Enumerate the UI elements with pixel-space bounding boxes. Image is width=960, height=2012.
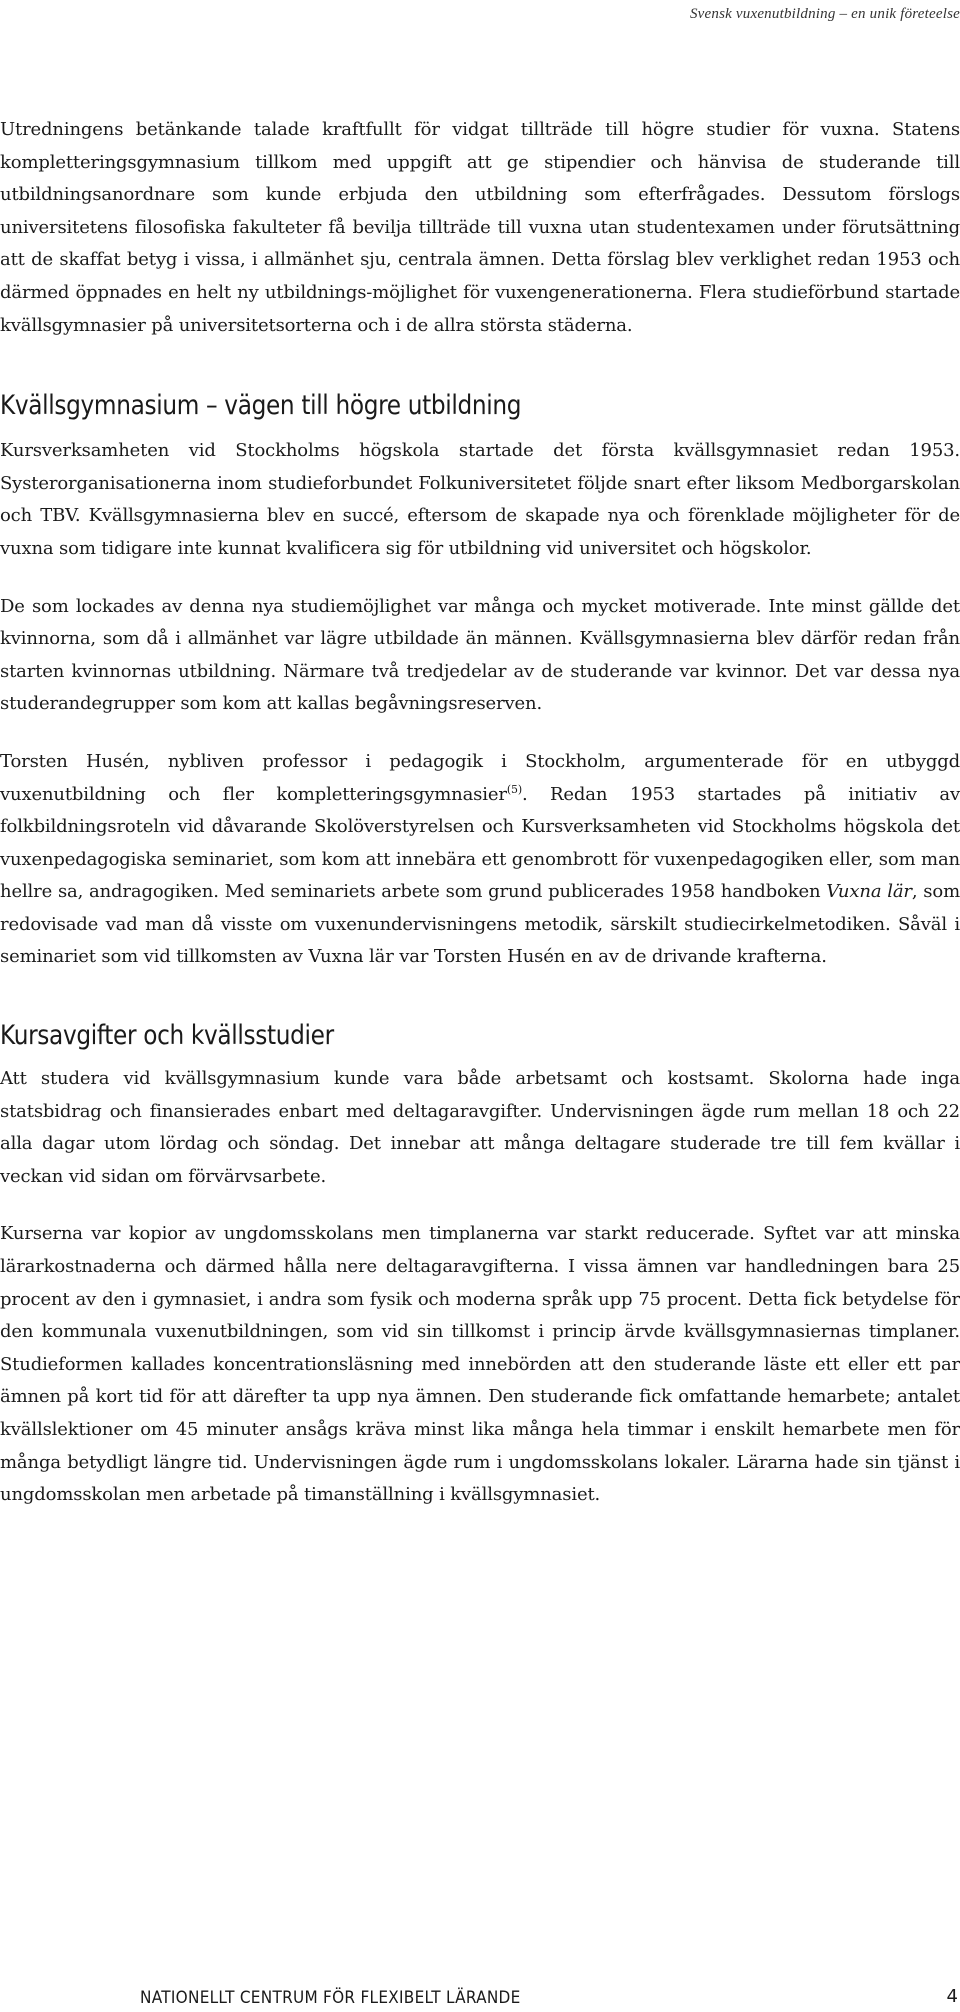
footnote-reference: (5) xyxy=(506,782,522,796)
section-heading-kvallsgymnasium: Kvällsgymnasium – vägen till högre utbildning xyxy=(0,390,522,422)
section1-paragraph-1: Kursverksamheten vid Stockholms högskola startade det första kvällsgymnasiet redan 1953. Systerorganisationerna inom studieforbundet Folkuniversitetet följde snart efter liksom Medborgarskolan och TBV. Kvällsgymnasierna blev en succé, eftersom de skapade nya och förenklade möjligheter för de vuxna som tidigare inte kunnat kvalificera sig för utbildning vid universitet och högskolor. xyxy=(0,440,960,559)
document-body xyxy=(0,114,960,1512)
paragraph-text: . Redan 1953 startades på initiativ av folkbildningsroteln vid dåvarande Skolöverstyrelsen och Kursverksamheten vid Stockholms högskola det vuxenpedagogiska seminariet, som kom att innebära ett genombrott för vuxenpedagogiken eller, som man hellre sa, andragogiken. Med seminariets arbete som grund publicerades 1958 handboken xyxy=(0,783,960,903)
paragraph-text: Torsten Husén, nybliven professor i pedagogik i Stockholm, argumenterade för en utbyggd vuxenutbildning och fler kompletteringsgymnasier xyxy=(0,750,960,805)
page-number: 4 xyxy=(946,1986,958,2007)
section-heading-kursavgifter: Kursavgifter och kvällsstudier xyxy=(0,1020,334,1052)
running-header: Svensk vuxenutbildning – en unik företeelse xyxy=(689,6,960,22)
section1-paragraph-2: De som lockades av denna nya studiemöjlighet var många och mycket motiverade. Inte minst gällde det kvinnorna, som då i allmänhet var lägre utbildade än männen. Kvällsgymnasierna blev därför redan från starten kvinnornas utbildning. Närmare två tredjedelar av de studerande var kvinnor. Det var dessa nya studerandegrupper som kom att kallas begåvningsreserven. xyxy=(0,595,960,715)
footer-organization: NATIONELLT CENTRUM FÖR FLEXIBELT LÄRANDE xyxy=(140,1988,521,2008)
book-title: Vuxna lär xyxy=(826,881,912,903)
section2-paragraph-1: Att studera vid kvällsgymnasium kunde vara både arbetsamt och kostsamt. Skolorna hade inga statsbidrag och finansierades enbart med deltagaravgifter. Undervisningen ägde rum mellan 18 och 22 alla dagar utom lördag och söndag. Det innebar att många deltagare studerade tre till fem kvällar i veckan vid sidan om förvärvsarbete. xyxy=(0,1068,960,1187)
section2-paragraph-2: Kurserna var kopior av ungdomsskolans men timplanerna var starkt reducerade. Syftet var att minska lärarkostnaderna och därmed hålla nere deltagaravgifterna. I vissa ämnen var handledningen bara 25 procent av den i gymnasiet, i andra som fysik och moderna språk upp 75 procent. Detta fick betydelse för den kommunala vuxenutbildningen, som vid sin tillkomst i princip ärvde kvällsgymnasiernas timplaner. Studieformen kallades koncentrationsläsning med innebörden att den studerande läste ett eller ett par ämnen på kort tid för att därefter ta upp nya ämnen. Den studerande fick omfattande hemarbete; antalet kvällslektioner om 45 minuter ansågs kräva minst lika många hela timmar i enskilt hemarbete men för många betydligt längre tid. Undervisningen ägde rum i ungdomsskolans lokaler. Lärarna hade sin tjänst i ungdomsskolan men arbetade på timanställning i kvällsgymnasiet. xyxy=(0,1223,960,1506)
section1-paragraph-3 xyxy=(0,746,960,974)
intro-paragraph: Utredningens betänkande talade kraftfullt för vidgat tillträde till högre studier för vuxna. Statens kompletteringsgymnasium tillkom med uppgift att ge stipendier och hänvisa de studerande till utbildningsanordnare som kunde erbjuda den utbildning som efterfrågades. Dessutom förslogs universitetens filosofiska fakulteter få bevilja tillträde till vuxna utan studentexamen under förutsättning att de skaffat betyg i vissa, i allmänhet sju, centrala ämnen. Detta förslag blev verklighet redan 1953 och därmed öppnades en helt ny utbildnings-möjlighet för vuxengenerationerna. Flera studieförbund startade kvällsgymnasier på universitetsorterna och i de allra största städerna. xyxy=(0,119,960,336)
paragraph-text: , som redovisade vad man då visste om vuxenundervisningens metodik, särskilt studiecirkelmetodiken. Såväl i seminariet som vid tillkomsten av Vuxna lär var Torsten Husén en av de drivande krafterna. xyxy=(0,881,960,968)
